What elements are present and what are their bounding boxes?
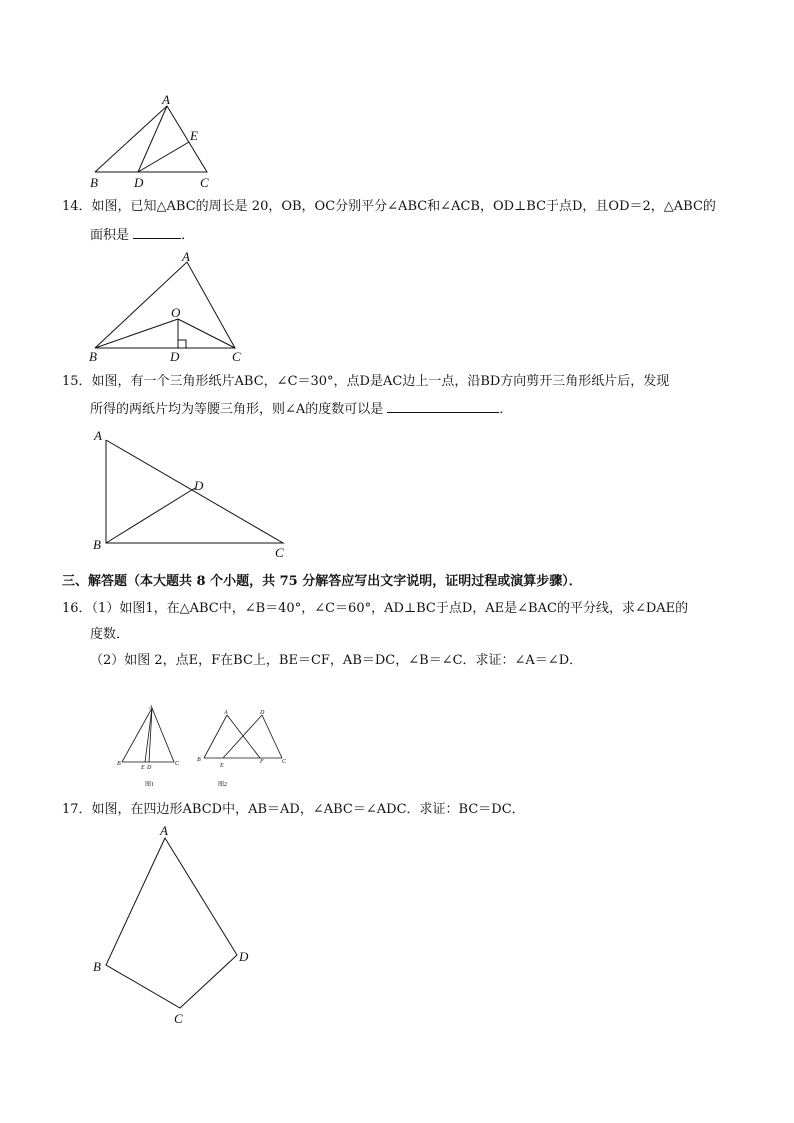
- label-c: C: [174, 1011, 183, 1026]
- segment-ob: [95, 319, 178, 348]
- figure-q14: [85, 250, 255, 366]
- quadrilateral-abcd: [106, 838, 237, 1008]
- fig2-segment-af: [227, 715, 260, 758]
- answer-blank[interactable]: [133, 224, 181, 239]
- figure-q16: [112, 702, 292, 794]
- question-text: （1）如图1，在△ABC中，∠B＝40°，∠C＝60°，AD⊥BC于点D，AE是∠BAC的平分线，求∠DAE的: [91, 601, 689, 616]
- period: ．: [181, 228, 195, 243]
- fig1-segment-ad: [149, 708, 152, 762]
- fig1-label-b: B: [117, 761, 121, 767]
- label-c: C: [232, 349, 241, 364]
- question-14-line2: [90, 223, 194, 249]
- label-d: D: [194, 478, 204, 493]
- label-b: B: [93, 959, 101, 974]
- label-a: A: [162, 92, 170, 107]
- fig1-label-e: E: [141, 765, 145, 771]
- figure-q17: [85, 820, 265, 1030]
- label-b: B: [89, 349, 97, 364]
- question-15-line1: [62, 369, 669, 395]
- label-b: B: [93, 537, 101, 552]
- question-16-line2: [90, 622, 129, 648]
- label-e: E: [190, 128, 198, 143]
- fig1-triangle-abc: [122, 708, 174, 762]
- fig1-caption: 图1: [145, 782, 155, 788]
- fig1-label-c: C: [175, 761, 180, 767]
- fig2-label-f: F: [260, 759, 264, 765]
- label-c: C: [275, 545, 284, 560]
- segment-ad: [138, 106, 167, 172]
- fig2-label-a: A: [224, 710, 228, 716]
- question-text: 如图，在四边形ABCD中，AB＝AD，∠ABC＝∠ADC．求证：BC＝DC．: [91, 802, 525, 817]
- label-d: D: [239, 949, 249, 964]
- segment-de: [138, 142, 189, 172]
- figure-q15: [85, 425, 295, 565]
- section-3-heading: 三、解答题（本大题共 8 个小题，共 75 分解答应写出文字说明，证明过程或演算步骤）．: [62, 574, 582, 589]
- question-14-line1: [62, 194, 716, 220]
- label-d: D: [134, 175, 144, 190]
- question-text: 如图，有一个三角形纸片ABC，∠C＝30°，点D是AC边上一点，沿BD方向剪开三角形纸片后，发现: [91, 374, 670, 389]
- question-number: 16．: [62, 601, 92, 616]
- label-b: B: [90, 175, 98, 190]
- label-c: C: [200, 175, 209, 190]
- question-number: 15．: [62, 374, 92, 389]
- label-a: A: [182, 250, 190, 264]
- label-o: O: [171, 305, 181, 320]
- question-number: 14．: [62, 199, 92, 214]
- question-text: 度数．: [90, 627, 130, 642]
- fig2-label-d: D: [260, 710, 265, 716]
- label-a: A: [160, 823, 168, 838]
- question-number: 17．: [62, 802, 92, 817]
- fig2-label-e: E: [220, 763, 224, 769]
- question-15-line2: [90, 397, 512, 423]
- figure-q13: [85, 90, 225, 190]
- question-16-line3: [90, 648, 582, 674]
- question-text: 面积是: [90, 228, 130, 243]
- fig1-segment-ae: [145, 708, 152, 762]
- fig2-segment-de: [223, 715, 262, 758]
- fig2-label-c: C: [282, 759, 287, 765]
- fig2-segment-ab: [204, 715, 227, 758]
- right-angle-mark: [178, 340, 186, 348]
- fig2-label-b: B: [197, 757, 201, 763]
- triangle-abc: [95, 262, 235, 348]
- fig2-segment-dc: [262, 715, 282, 758]
- question-text: 所得的两纸片均为等腰三角形，则∠A的度数可以是: [90, 402, 384, 417]
- label-a: A: [94, 428, 102, 443]
- segment-bd: [106, 488, 195, 543]
- fig2-caption: 图2: [218, 782, 228, 788]
- question-16-line1: [62, 596, 688, 622]
- fig1-label-d: D: [147, 765, 152, 771]
- period: ．: [499, 402, 513, 417]
- question-text: （2）如图 2，点E，F在BC上，BE＝CF，AB＝DC，∠B＝∠C．求证：∠A＝∠D．: [90, 653, 583, 668]
- label-d: D: [170, 349, 180, 364]
- question-text: 如图，已知△ABC的周长是 20，OB，OC分别平分∠ABC和∠ACB，OD⊥BC于点D，且OD＝2，△ABC的: [91, 199, 716, 214]
- answer-blank[interactable]: [387, 398, 499, 413]
- fig1-label-a: A: [149, 705, 153, 711]
